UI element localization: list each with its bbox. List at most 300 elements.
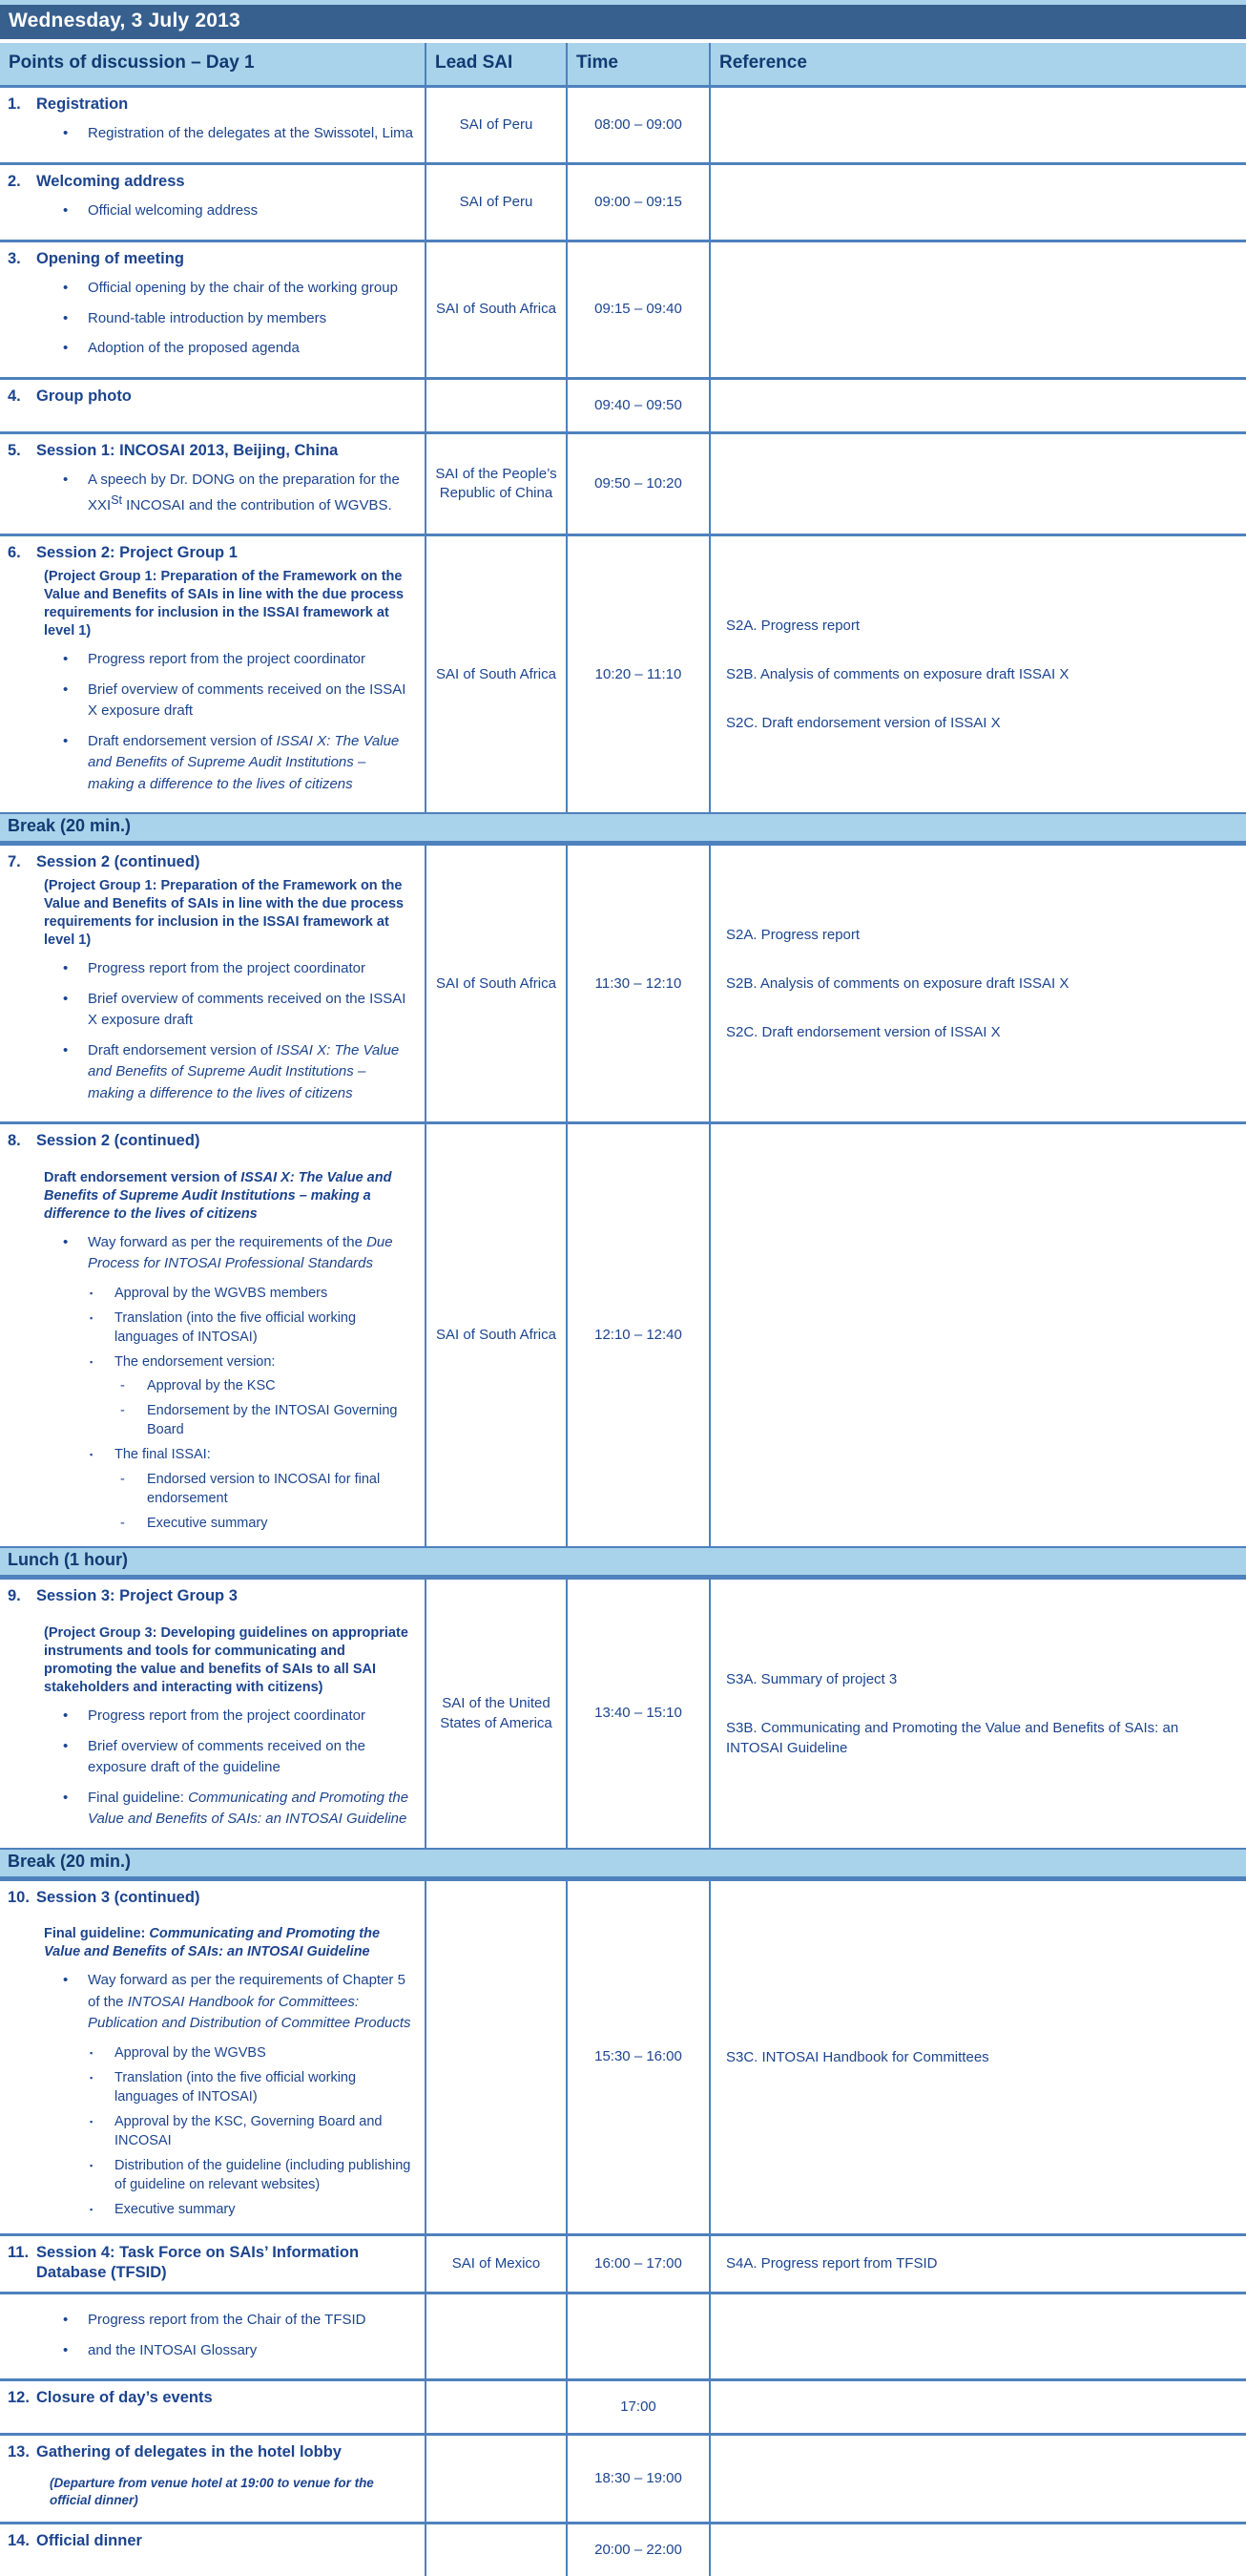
item-number: 11. xyxy=(8,2243,30,2261)
bullet-marker-icon: • xyxy=(63,309,69,326)
bullet-marker-icon: • xyxy=(63,471,69,489)
bullet-marker-icon: • xyxy=(63,125,69,142)
lead-sai-cell xyxy=(425,380,566,431)
bullet-item xyxy=(63,731,415,796)
bullet-item xyxy=(63,680,415,723)
item-heading-text: Group photo xyxy=(36,387,132,405)
item-heading-text: Session 1: INCOSAI 2013, Beijing, China xyxy=(36,441,339,459)
bullet-item xyxy=(63,123,415,145)
item-heading-text: Session 3: Project Group 3 xyxy=(36,1587,238,1605)
reference-item: S2C. Draft endorsement version of ISSAI X xyxy=(726,1024,1001,1041)
reference-cell xyxy=(709,2236,1246,2293)
bullet-item xyxy=(63,649,415,671)
reference-item: S2A. Progress report xyxy=(726,927,861,944)
text-run: Translation (into the five official working languages of INTOSAI) xyxy=(114,2069,357,2105)
agenda-row xyxy=(0,2378,1246,2433)
block-text xyxy=(114,2156,415,2195)
time-cell xyxy=(566,2236,709,2293)
bullet-item xyxy=(63,1788,415,1831)
note-paragraph xyxy=(44,1925,415,1961)
text-run: Official opening by the chair of the working group xyxy=(88,280,398,297)
text-run: Progress report from the project coordinator xyxy=(88,960,365,977)
note-paragraph xyxy=(44,1169,415,1224)
text-run: Translation (into the five official working languages of INTOSAI) xyxy=(114,1309,357,1346)
section-band: Break (20 min.) xyxy=(0,812,1246,843)
text-run: Progress report from the Chair of the TFSID xyxy=(88,2312,366,2329)
item-heading-text: Session 2 (continued) xyxy=(36,1132,200,1150)
bullet-item xyxy=(63,1736,415,1779)
dash-marker-icon: - xyxy=(120,1515,125,1531)
bullet-marker-icon: • xyxy=(63,2341,69,2358)
agenda-row xyxy=(0,534,1246,812)
agenda-row xyxy=(0,240,1246,377)
points-cell xyxy=(0,1881,425,2233)
dash-marker-icon: - xyxy=(120,1402,125,1418)
time-text: 17:00 xyxy=(620,2398,656,2416)
text-run: Way forward as per the requirements of Chapter 5 of the xyxy=(88,1972,405,2010)
lead-sai-cell xyxy=(425,1580,566,1847)
reference-cell xyxy=(709,2524,1246,2576)
agenda-row xyxy=(0,2433,1246,2522)
time-text: 15:30 – 16:00 xyxy=(594,2048,682,2065)
reference-cell xyxy=(709,1580,1246,1847)
block-text xyxy=(114,1352,415,1372)
item-number: 3. xyxy=(8,249,21,267)
block-text xyxy=(114,1445,415,1465)
dash-item xyxy=(120,1376,415,1396)
time-text: 09:15 – 09:40 xyxy=(594,301,682,318)
block-text xyxy=(88,958,415,980)
points-cell xyxy=(0,2381,425,2433)
text-run: Final guideline: xyxy=(88,1789,189,1806)
points-cell xyxy=(0,1580,425,1847)
text-run: Approval by the KSC, Governing Board and INCOSAI xyxy=(114,2113,383,2149)
reference-item: S3A. Summary of project 3 xyxy=(726,1671,898,1688)
dash-item xyxy=(120,1401,415,1440)
item-number: 1. xyxy=(8,95,21,113)
points-cell xyxy=(0,165,425,240)
agenda-row xyxy=(0,2292,1246,2378)
reference-cell xyxy=(709,88,1246,162)
points-cell xyxy=(0,536,425,812)
text-run: St xyxy=(111,492,122,507)
lead-sai-cell xyxy=(425,2294,566,2378)
time-cell xyxy=(566,1124,709,1546)
text-run: Draft endorsement version of xyxy=(88,732,277,749)
time-cell xyxy=(566,536,709,812)
points-cell xyxy=(0,2236,425,2293)
sub-marker-icon: ▪ xyxy=(90,2204,93,2214)
reference-cell xyxy=(709,536,1246,812)
agenda-row xyxy=(0,162,1246,240)
agenda-row xyxy=(0,88,1246,162)
bullet-marker-icon: • xyxy=(63,1789,69,1806)
lead-sai-text: SAI of South Africa xyxy=(436,974,556,992)
item-heading xyxy=(8,2388,415,2408)
time-text: 10:20 – 11:10 xyxy=(594,665,682,682)
note-paragraph xyxy=(44,877,415,951)
sub-marker-icon: ▪ xyxy=(90,1288,93,1298)
lead-sai-cell xyxy=(425,434,566,534)
points-cell xyxy=(0,380,425,431)
bullet-item xyxy=(63,1970,415,2035)
bullet-marker-icon: • xyxy=(63,340,69,357)
time-text: 20:00 – 22:00 xyxy=(594,2542,682,2559)
reference-cell xyxy=(709,434,1246,534)
text-run: INTOSAI Handbook for Committees: Publication and Distribution of Committee Products xyxy=(88,1993,411,2032)
points-cell xyxy=(0,2524,425,2576)
column-header-points: Points of discussion – Day 1 xyxy=(9,52,255,73)
agenda-row xyxy=(0,377,1246,431)
bullet-item xyxy=(63,2340,415,2362)
item-heading-text: Welcoming address xyxy=(36,172,185,190)
time-text: 09:40 – 09:50 xyxy=(594,396,682,413)
points-cell xyxy=(0,434,425,534)
item-number: 14. xyxy=(8,2532,30,2550)
item-heading-text: Closure of day’s events xyxy=(36,2389,213,2407)
block-text xyxy=(88,2340,415,2362)
block-text xyxy=(88,680,415,723)
points-cell xyxy=(0,1124,425,1546)
text-run: Brief overview of comments received on the exposure draft of the guideline xyxy=(88,1737,365,1776)
agenda-row xyxy=(0,1121,1246,1546)
bullet-marker-icon: • xyxy=(63,280,69,297)
text-run: INCOSAI and the contribution of WGVBS. xyxy=(122,496,392,513)
text-run: ISSAI X: The Value and Benefits of Supreme Audit Institutions – making a difference to the lives of citizens xyxy=(88,1041,400,1101)
bullet-marker-icon: • xyxy=(63,990,69,1007)
text-run: The endorsement version: xyxy=(114,1353,276,1370)
lead-sai-cell xyxy=(425,165,566,240)
points-cell xyxy=(0,242,425,377)
text-run: The final ISSAI: xyxy=(114,1446,211,1462)
block-text xyxy=(88,1736,415,1779)
agenda-row xyxy=(0,1577,1246,1847)
table-header-row xyxy=(0,43,1246,88)
text-run: Communicating and Promoting the Value and Benefits of SAIs: an INTOSAI Guideline xyxy=(88,1789,409,1828)
lead-sai-cell xyxy=(425,2524,566,2576)
time-cell xyxy=(566,165,709,240)
text-run: Registration of the delegates at the Swissotel, Lima xyxy=(88,125,414,142)
sub-marker-icon: ▪ xyxy=(90,1312,93,1323)
block-text xyxy=(147,1376,415,1396)
reference-cell xyxy=(709,242,1246,377)
sub-bullet-item xyxy=(90,1309,415,1348)
item-heading xyxy=(8,441,415,461)
points-cell xyxy=(0,2294,425,2378)
item-heading xyxy=(8,2442,415,2462)
lead-sai-text: SAI of Mexico xyxy=(451,2254,541,2272)
item-heading-text: Gathering of delegates in the hotel lobby xyxy=(36,2443,342,2461)
time-cell xyxy=(566,1881,709,2233)
item-number: 6. xyxy=(8,544,21,562)
text-run: Executive summary xyxy=(114,2201,236,2217)
sub-bullet-item xyxy=(90,1445,415,1465)
text-run: Approval by the KSC xyxy=(147,1378,276,1394)
note-paragraph xyxy=(44,568,415,641)
section-band: Lunch (1 hour) xyxy=(0,1546,1246,1577)
item-heading xyxy=(8,94,415,115)
item-heading xyxy=(8,1586,415,1606)
item-number: 12. xyxy=(8,2389,30,2407)
text-run: (Departure from venue hotel at 19:00 to venue for the official dinner) xyxy=(50,2475,374,2508)
block-text xyxy=(88,338,415,360)
bullet-marker-icon: • xyxy=(63,651,69,668)
bullet-marker-icon: • xyxy=(63,202,69,220)
block-text xyxy=(88,308,415,330)
block-text xyxy=(88,123,415,145)
bullet-marker-icon: • xyxy=(63,1041,69,1058)
bullet-item xyxy=(63,989,415,1032)
item-heading-text: Opening of meeting xyxy=(36,249,184,267)
agenda-row xyxy=(0,1878,1246,2233)
agenda-table-body xyxy=(0,88,1246,2576)
item-heading xyxy=(8,172,415,192)
time-text: 09:00 – 09:15 xyxy=(594,193,682,210)
item-heading-text: Session 3 (continued) xyxy=(36,1888,200,1906)
time-cell xyxy=(566,88,709,162)
reference-cell xyxy=(709,2436,1246,2522)
sub-bullet-item xyxy=(90,1284,415,1304)
text-run: Official welcoming address xyxy=(88,202,259,220)
lead-sai-cell xyxy=(425,846,566,1121)
text-run: Executive summary xyxy=(147,1515,268,1531)
reference-cell xyxy=(709,1124,1246,1546)
time-cell xyxy=(566,434,709,534)
item-heading xyxy=(8,543,415,563)
column-header-reference: Reference xyxy=(709,43,1246,85)
block-text xyxy=(147,1514,415,1534)
time-text: 09:50 – 10:20 xyxy=(594,474,682,492)
time-cell xyxy=(566,242,709,377)
lead-sai-cell xyxy=(425,1881,566,2233)
bullet-item xyxy=(63,278,415,300)
item-heading xyxy=(8,2531,415,2551)
time-cell xyxy=(566,2381,709,2433)
item-heading-text: Session 2: Project Group 1 xyxy=(36,544,238,562)
block-text xyxy=(114,2112,415,2151)
item-heading xyxy=(8,1888,415,1908)
item-number: 13. xyxy=(8,2443,30,2461)
text-run: Approval by the WGVBS members xyxy=(114,1285,328,1301)
text-run: Progress report from the project coordinator xyxy=(88,651,365,668)
time-cell xyxy=(566,2436,709,2522)
text-run: Draft endorsement version of xyxy=(88,1041,277,1058)
item-heading xyxy=(8,852,415,872)
time-cell xyxy=(566,1580,709,1847)
lead-sai-text: SAI of South Africa xyxy=(436,1327,556,1344)
lead-sai-cell xyxy=(425,88,566,162)
agenda-row xyxy=(0,2522,1246,2576)
text-run: (Project Group 1: Preparation of the Framework on the Value and Benefits of SAIs in line with the due process requirements for inclusion in the ISSAI framework at level 1) xyxy=(44,568,405,639)
agenda-row xyxy=(0,843,1246,1121)
lead-sai-text: SAI of Peru xyxy=(459,115,533,133)
block-text xyxy=(88,731,415,796)
reference-item: S2A. Progress report xyxy=(726,618,861,635)
reference-item: S3B. Communicating and Promoting the Value and Benefits of SAIs: an INTOSAI Guideline xyxy=(726,1720,1179,1757)
column-header-time: Time xyxy=(566,43,709,85)
text-run: and the INTOSAI Glossary xyxy=(88,2341,258,2358)
item-heading-text: Official dinner xyxy=(36,2532,142,2550)
text-run: Adoption of the proposed agenda xyxy=(88,340,300,357)
item-number: 4. xyxy=(8,387,21,405)
bullet-item xyxy=(63,308,415,330)
reference-item: S4A. Progress report from TFSID xyxy=(726,2255,938,2272)
text-run: Brief overview of comments received on the ISSAI X exposure draft xyxy=(88,990,406,1029)
lead-sai-text: SAI of Peru xyxy=(459,193,533,210)
block-text xyxy=(88,1040,415,1105)
text-run: (Project Group 3: Developing guidelines on appropriate instruments and tools for communicating and promoting the value and benefits of SAIs to all SAI stakeholders and interacting with citizens) xyxy=(44,1624,408,1696)
block-text xyxy=(88,1232,415,1275)
text-run: Approval by the WGVBS xyxy=(114,2044,266,2061)
text-run: Distribution of the guideline (including publishing of guideline on relevant websites) xyxy=(114,2157,411,2193)
text-run: Round-table introduction by members xyxy=(88,309,327,326)
text-run: Progress report from the project coordinator xyxy=(88,1707,365,1725)
text-run: Due Process for INTOSAI Professional Standards xyxy=(88,1233,393,1272)
text-run: Way forward as per the requirements of the xyxy=(88,1233,367,1250)
time-cell xyxy=(566,2294,709,2378)
item-number: 8. xyxy=(8,1132,21,1150)
bullet-item xyxy=(63,1040,415,1105)
block-text xyxy=(114,1309,415,1348)
text-run: Final guideline: xyxy=(44,1926,150,1942)
item-heading-text: Session 2 (continued) xyxy=(36,853,200,871)
lead-sai-cell xyxy=(425,2436,566,2522)
bullet-marker-icon: • xyxy=(63,681,69,698)
bullet-marker-icon: • xyxy=(63,732,69,749)
text-run: A speech by Dr. DONG on the preparation for the XXI xyxy=(88,471,400,513)
bullet-marker-icon: • xyxy=(63,1737,69,1754)
reference-item: S2B. Analysis of comments on exposure draft ISSAI X xyxy=(726,666,1069,683)
bullet-item xyxy=(63,958,415,980)
bullet-marker-icon: • xyxy=(63,2312,69,2329)
time-cell xyxy=(566,846,709,1121)
block-text xyxy=(88,470,415,516)
bullet-item xyxy=(63,338,415,360)
lead-sai-cell xyxy=(425,2381,566,2433)
item-heading xyxy=(8,2243,415,2284)
section-band: Break (20 min.) xyxy=(0,1848,1246,1878)
sub-bullet-item xyxy=(90,2043,415,2063)
block-text xyxy=(88,989,415,1032)
sub-bullet-item xyxy=(90,2200,415,2220)
dash-marker-icon: - xyxy=(120,1378,125,1394)
sub-bullet-item xyxy=(90,1352,415,1372)
block-text xyxy=(88,278,415,300)
time-text: 08:00 – 09:00 xyxy=(594,115,682,133)
fineprint-note xyxy=(50,2475,415,2509)
text-run: ISSAI X: The Value and Benefits of Supreme Audit Institutions – making a difference to the lives of citizens xyxy=(44,1169,392,1222)
item-number: 5. xyxy=(8,441,21,459)
sub-bullet-item xyxy=(90,2112,415,2151)
item-heading-text: Session 4: Task Force on SAIs’ Information Database (TFSID) xyxy=(36,2243,360,2281)
bullet-marker-icon: • xyxy=(63,1972,69,1989)
item-heading-text: Registration xyxy=(36,95,129,113)
lead-sai-text: SAI of South Africa xyxy=(436,301,556,318)
item-heading xyxy=(8,1131,415,1151)
dash-item xyxy=(120,1470,415,1509)
sub-marker-icon: ▪ xyxy=(90,1449,93,1459)
reference-cell xyxy=(709,380,1246,431)
note-paragraph xyxy=(44,1624,415,1698)
lead-sai-text: SAI of South Africa xyxy=(436,665,556,682)
reference-cell xyxy=(709,2294,1246,2378)
lead-sai-cell xyxy=(425,242,566,377)
agenda-row xyxy=(0,2233,1246,2293)
lead-sai-cell xyxy=(425,2236,566,2293)
reference-cell xyxy=(709,1881,1246,2233)
item-number: 10. xyxy=(8,1888,30,1906)
bullet-marker-icon: • xyxy=(63,1707,69,1725)
bullet-marker-icon: • xyxy=(63,960,69,977)
agenda-row xyxy=(0,431,1246,534)
points-cell xyxy=(0,2436,425,2522)
block-text xyxy=(88,649,415,671)
bullet-item xyxy=(63,470,415,516)
block-text xyxy=(114,2200,415,2220)
block-text xyxy=(88,1706,415,1728)
text-run: (Project Group 1: Preparation of the Framework on the Value and Benefits of SAIs in line with the due process requirements for inclusion in the ISSAI framework at level 1) xyxy=(44,877,405,948)
points-cell xyxy=(0,88,425,162)
lead-sai-text: SAI of the United States of America xyxy=(440,1695,552,1731)
sub-marker-icon: ▪ xyxy=(90,2047,93,2058)
block-text xyxy=(88,1970,415,2035)
day-title-bar: Wednesday, 3 July 2013 xyxy=(0,5,1246,39)
sub-marker-icon: ▪ xyxy=(90,2160,93,2170)
time-text: 16:00 – 17:00 xyxy=(594,2254,682,2272)
time-text: 12:10 – 12:40 xyxy=(594,1327,682,1344)
points-cell xyxy=(0,846,425,1121)
block-text xyxy=(114,2068,415,2107)
sub-bullet-item xyxy=(90,2068,415,2107)
text-run: Endorsed version to INCOSAI for final endorsement xyxy=(147,1471,381,1507)
reference-cell xyxy=(709,846,1246,1121)
bullet-item xyxy=(63,1232,415,1275)
text-run: Draft endorsement version of xyxy=(44,1169,241,1185)
item-heading xyxy=(8,387,415,407)
block-text xyxy=(114,1284,415,1304)
sub-marker-icon: ▪ xyxy=(90,2072,93,2083)
item-heading xyxy=(8,249,415,269)
time-cell xyxy=(566,2524,709,2576)
sub-marker-icon: ▪ xyxy=(90,1356,93,1367)
block-text xyxy=(114,2043,415,2063)
text-run: ISSAI X: The Value and Benefits of Supreme Audit Institutions – making a difference to the lives of citizens xyxy=(88,732,400,792)
dash-marker-icon: - xyxy=(120,1471,125,1487)
reference-item: S3C. INTOSAI Handbook for Committees xyxy=(726,2048,989,2065)
sub-marker-icon: ▪ xyxy=(90,2116,93,2126)
block-text xyxy=(147,1470,415,1509)
dash-item xyxy=(120,1514,415,1534)
block-text xyxy=(88,1788,415,1831)
bullet-marker-icon: • xyxy=(63,1233,69,1250)
lead-sai-cell xyxy=(425,1124,566,1546)
reference-cell xyxy=(709,2381,1246,2433)
item-number: 2. xyxy=(8,172,21,190)
column-header-lead-sai: Lead SAI xyxy=(425,43,566,85)
time-text: 13:40 – 15:10 xyxy=(594,1705,682,1722)
text-run: Endorsement by the INTOSAI Governing Board xyxy=(147,1402,398,1438)
bullet-item xyxy=(63,200,415,222)
lead-sai-text: SAI of the People’s Republic of China xyxy=(435,465,557,502)
text-run: Brief overview of comments received on the ISSAI X exposure draft xyxy=(88,681,406,720)
reference-item: S2C. Draft endorsement version of ISSAI X xyxy=(726,715,1001,732)
bullet-item xyxy=(63,1706,415,1728)
block-text xyxy=(147,1401,415,1440)
time-text: 11:30 – 12:10 xyxy=(594,974,682,992)
item-number: 7. xyxy=(8,853,21,871)
reference-item: S2B. Analysis of comments on exposure draft ISSAI X xyxy=(726,975,1069,993)
time-cell xyxy=(566,380,709,431)
